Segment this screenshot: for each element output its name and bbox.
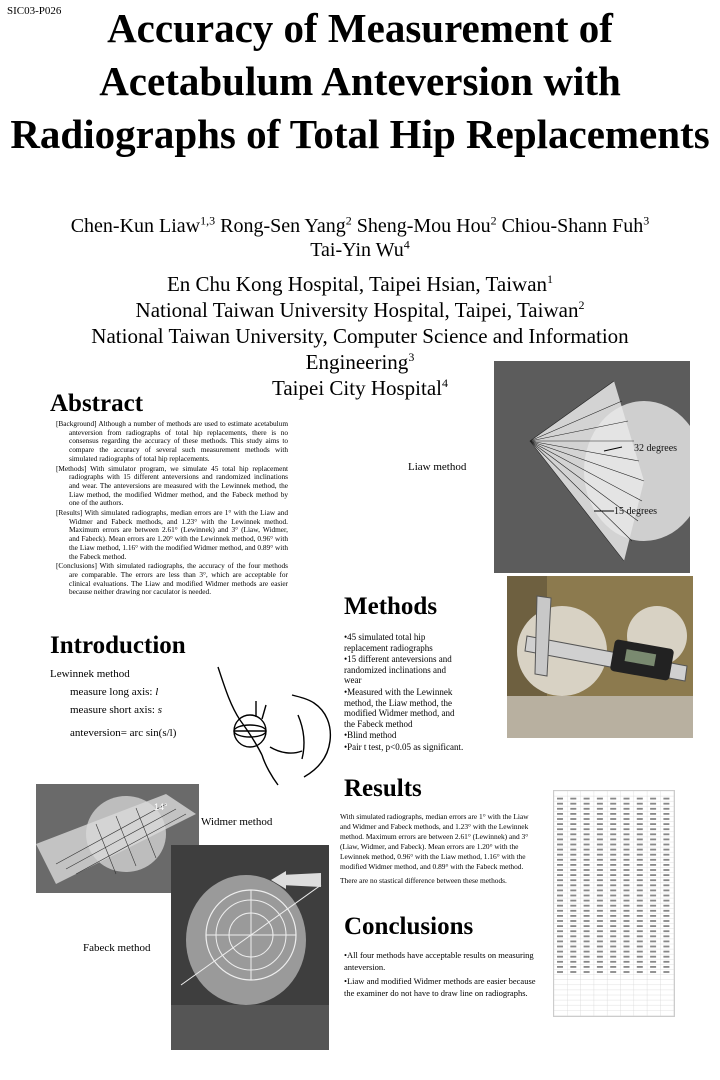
- author-affiliation-mark: 2: [345, 213, 352, 228]
- methods-item: •15 different anteversions and randomized inclinations and wear: [344, 654, 452, 686]
- poster-title: Accuracy of Measurement of Acetabulum Anteversion with Radiographs of Total Hip Replacements: [10, 5, 710, 157]
- author-name: Rong-Sen Yang: [220, 215, 346, 237]
- lewinnek-method-label: Lewinnek method: [50, 668, 130, 680]
- label-15-degrees: 15 degrees: [614, 506, 658, 517]
- results-heading: Results: [344, 775, 422, 802]
- results-paragraph: There are no stastical difference between these methods.: [340, 876, 507, 885]
- abstract-results: [Results] With simulated radiographs, median errors are 1° with the Liaw and Widmer and Fabeck methods, and 1.23° with the Lewinnek method. Maximum errors are between 2.61° (Lewinnek) and 3° (Liaw, Widmer, and Fabeck). Mean errors are 1.20° with the Lewinnek method, 0.96° with the Liaw method, 1.16° with the modified Widmer method, and 0.89° with the Fabeck method.: [56, 508, 288, 561]
- abstract-methods: [Methods] With simulator program, we simulate 45 total hip replacement radiographs with 15 different anteversions and randomized inclinations and wear. The anteversions are measured with the Lewinnek method, the Liaw method, the modified Widmer method, and the Fabeck method by one of the authors.: [56, 463, 288, 508]
- methods-heading: Methods: [344, 593, 438, 620]
- liaw-method-image: [494, 361, 690, 573]
- long-axis-text: measure long axis:: [70, 686, 156, 698]
- abstract-body: [56, 420, 288, 598]
- author-name: Tai-Yin Wu: [310, 239, 404, 261]
- anteversion-formula: anteversion= arc sin(s/l): [70, 727, 177, 739]
- methods-item: •Measured with the Lewinnek method, the Liaw method, the modified Widmer method, and the Fabeck method: [344, 686, 455, 729]
- long-axis-symbol: l: [155, 686, 159, 698]
- methods-item: •Pair t test, p<0.05 as significant.: [344, 741, 464, 752]
- affiliation-line: [0, 271, 720, 297]
- affiliation-name: En Chu Kong Hospital, Taipei Hsian, Taiwan: [166, 272, 548, 296]
- affiliation-mark: 3: [408, 350, 415, 364]
- author-list: [0, 214, 720, 262]
- long-axis-line: [70, 686, 158, 698]
- caliper-photo: [507, 576, 693, 738]
- methods-item: •Blind method: [344, 730, 397, 741]
- results-paragraph: With simulated radiographs, median errors are 1° with the Liaw and Widmer and Fabeck methods, and 1.23° with the Lewinnek method. Maximum errors are between 2.61° (Lewinnek) and 3° (Liaw, Widmer, and Fabeck). Mean errors are 1.20° with the Lewinnek method, 0.96° with the Liaw method, 1.16° with the modified Widmer method, and 0.89° with the Fabeck method.: [340, 812, 529, 871]
- affiliation-name: National Taiwan University Hospital, Taipei, Taiwan: [135, 298, 579, 322]
- liaw-method-caption: Liaw method: [408, 461, 467, 473]
- results-table-image: [553, 790, 675, 1017]
- methods-item: •45 simulated total hip replacement radiographs: [344, 632, 433, 653]
- conclusions-item: •All four methods have acceptable results on measuring anteversion.: [344, 950, 534, 972]
- conclusions-heading: Conclusions: [344, 913, 474, 940]
- affiliation-line: [0, 297, 720, 323]
- label-32-degrees: 32 degrees: [634, 443, 678, 454]
- author-name: Sheng-Mou Hou: [356, 215, 491, 237]
- hip-diagram: [210, 665, 340, 790]
- affiliation-mark: 1: [547, 272, 554, 286]
- results-body: [340, 812, 536, 890]
- introduction-heading: Introduction: [50, 632, 186, 659]
- short-axis-text: measure short axis:: [70, 704, 158, 716]
- widmer-angle-label: 14°: [154, 802, 168, 812]
- short-axis-symbol: s: [157, 704, 162, 716]
- affiliation-name: National Taiwan University, Computer Science and Information Engineering: [91, 324, 629, 374]
- fabeck-method-caption: Fabeck method: [83, 942, 151, 954]
- affiliation-mark: 2: [578, 298, 585, 312]
- short-axis-line: [70, 704, 162, 716]
- conclusions-item: •Liaw and modified Widmer methods are easier because the examiner do not have to draw line on radiographs.: [344, 976, 536, 998]
- affiliation-mark: 4: [442, 376, 448, 390]
- poster-code: SIC03-P026: [7, 5, 62, 17]
- author-affiliation-mark: 3: [643, 213, 650, 228]
- methods-list: [344, 632, 464, 754]
- abstract-heading: Abstract: [50, 390, 144, 417]
- author-name: Chiou-Shann Fuh: [501, 215, 644, 237]
- abstract-background: [Background] Although a number of methods are used to estimate acetabulum anteversion from radiographs of total hip replacements, there is no consensus regarding the accuracy of these methods. This study aims to compare the accuracy of several such measurement methods with simulated radiographs of total hip replacements.: [56, 419, 288, 463]
- widmer-method-caption: Widmer method: [201, 816, 273, 828]
- fabeck-method-image: [171, 845, 329, 1050]
- affiliation-name: Taipei City Hospital: [271, 376, 442, 400]
- author-name: Chen-Kun Liaw: [70, 215, 201, 237]
- author-affiliation-mark: 4: [403, 237, 410, 252]
- author-affiliation-mark: 2: [490, 213, 497, 228]
- abstract-conclusions: [Conclusions] With simulated radiographs, the accuracy of the four methods are comparable. The errors are less than 3°, which are acceptable for clinical evaluations. The Liaw and modified Widmer methods are easier because neither drawing nor caculator is needed.: [56, 561, 288, 597]
- conclusions-list: [344, 950, 540, 1002]
- author-affiliation-mark: 1,3: [200, 213, 216, 228]
